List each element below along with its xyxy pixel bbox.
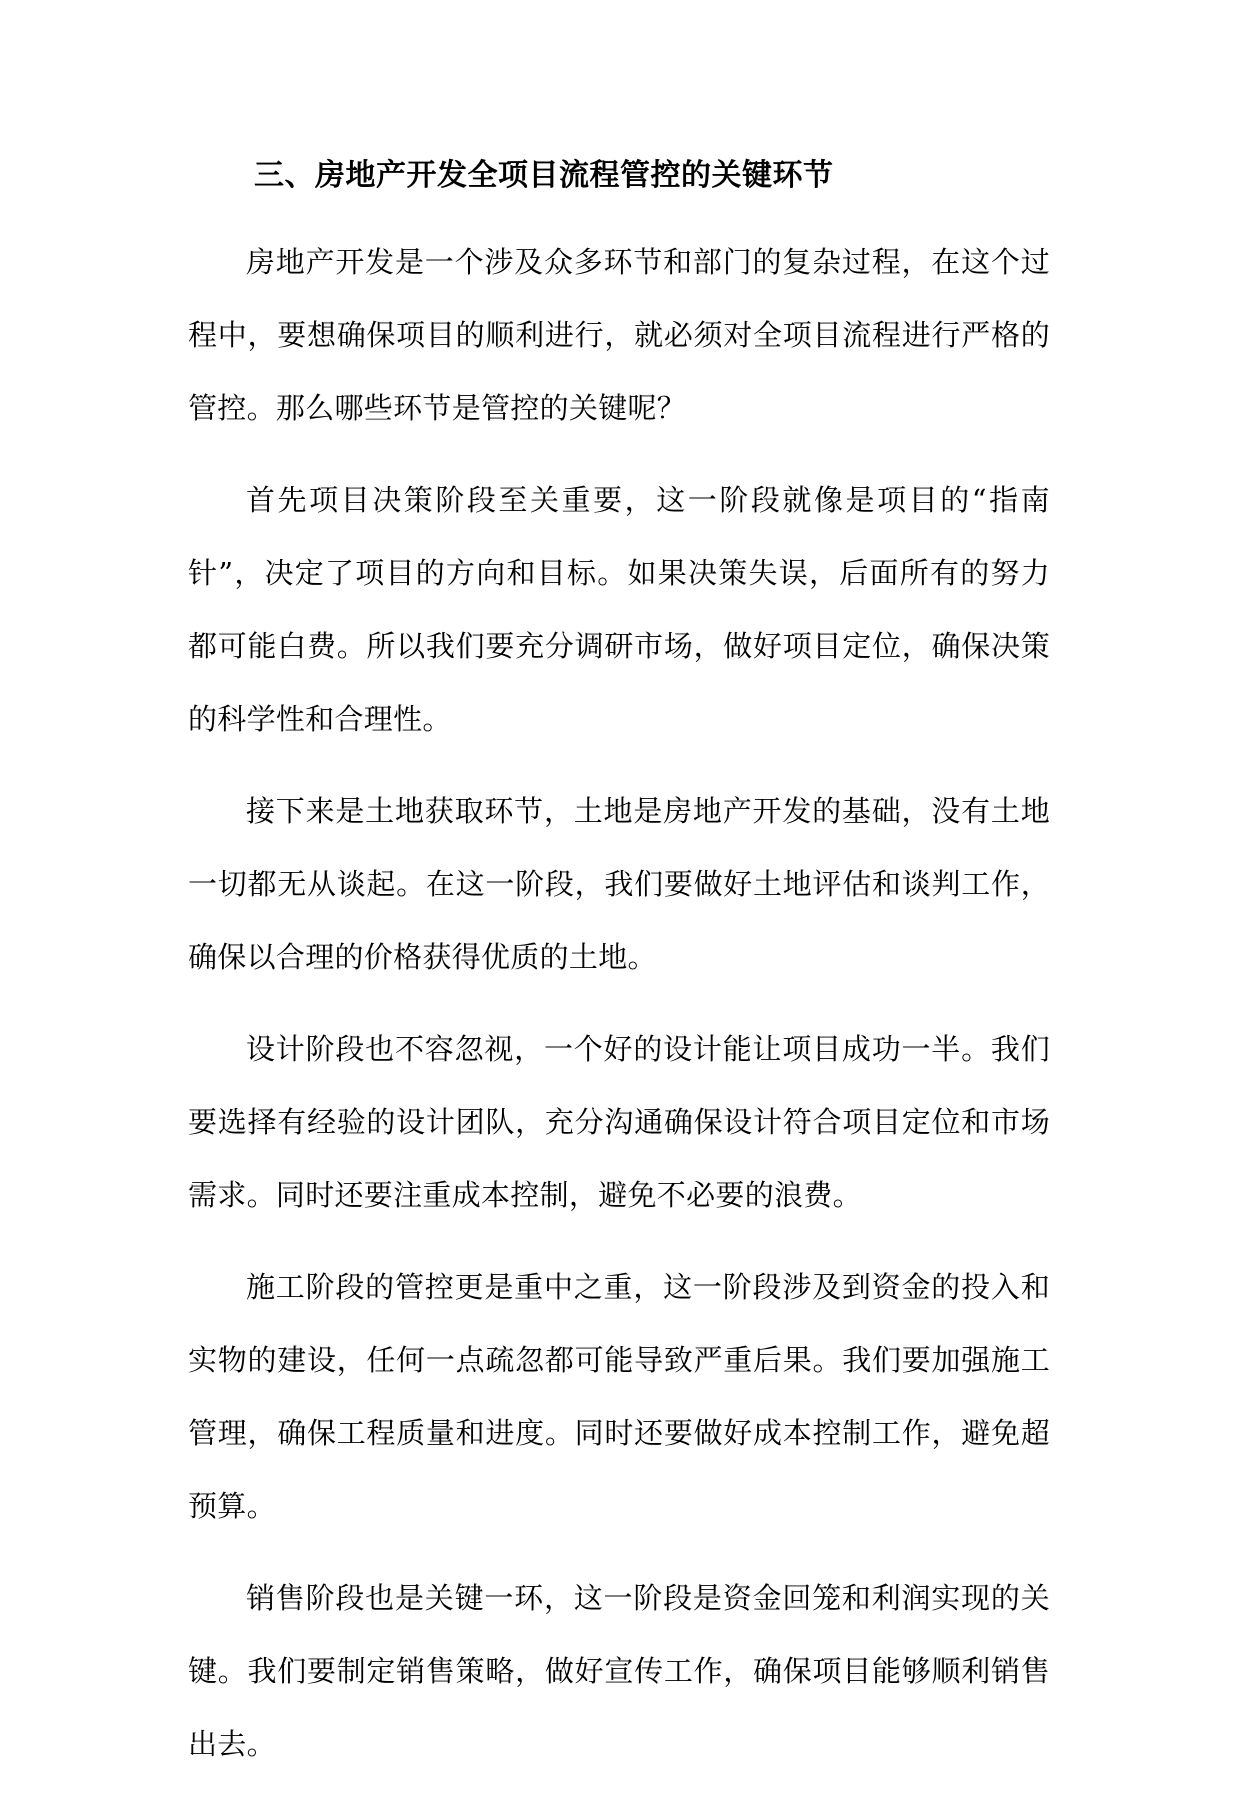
paragraph-sales-stage: 销售阶段也是关键一环，这一阶段是资金回笼和利润实现的关键。我们要制定销售策略，做好宣传工作，确保项目能够顺利销售出去。 xyxy=(188,1581,1050,1761)
paragraph-decision-stage: 首先项目决策阶段至关重要，这一阶段就像是项目的“指南针”，决定了项目的方向和目标。如果决策失误，后面所有的努力都可能白费。所以我们要充分调研市场，做好项目定位，确保决策的科学性和合理性。 xyxy=(188,483,1050,736)
paragraph-design-stage: 设计阶段也不容忽视，一个好的设计能让项目成功一半。我们要选择有经验的设计团队，充分沟通确保设计符合项目定位和市场需求。同时还要注重成本控制，避免不必要的浪费。 xyxy=(188,1032,1050,1212)
document-body xyxy=(188,226,1050,1800)
paragraph-intro: 房地产开发是一个涉及众多环节和部门的复杂过程，在这个过程中，要想确保项目的顺利进行，就必须对全项目流程进行严格的管控。那么哪些环节是管控的关键呢？ xyxy=(188,245,1050,425)
section-title: 三、房地产开发全项目流程管控的关键环节 xyxy=(254,158,834,193)
paragraph-construction-stage: 施工阶段的管控更是重中之重，这一阶段涉及到资金的投入和实物的建设，任何一点疏忽都可能导致严重后果。我们要加强施工管理，确保工程质量和进度。同时还要做好成本控制工作，避免超预算。 xyxy=(188,1270,1050,1523)
paragraph-land-acquisition: 接下来是土地获取环节，土地是房地产开发的基础，没有土地一切都无从谈起。在这一阶段，我们要做好土地评估和谈判工作，确保以合理的价格获得优质的土地。 xyxy=(188,794,1050,974)
